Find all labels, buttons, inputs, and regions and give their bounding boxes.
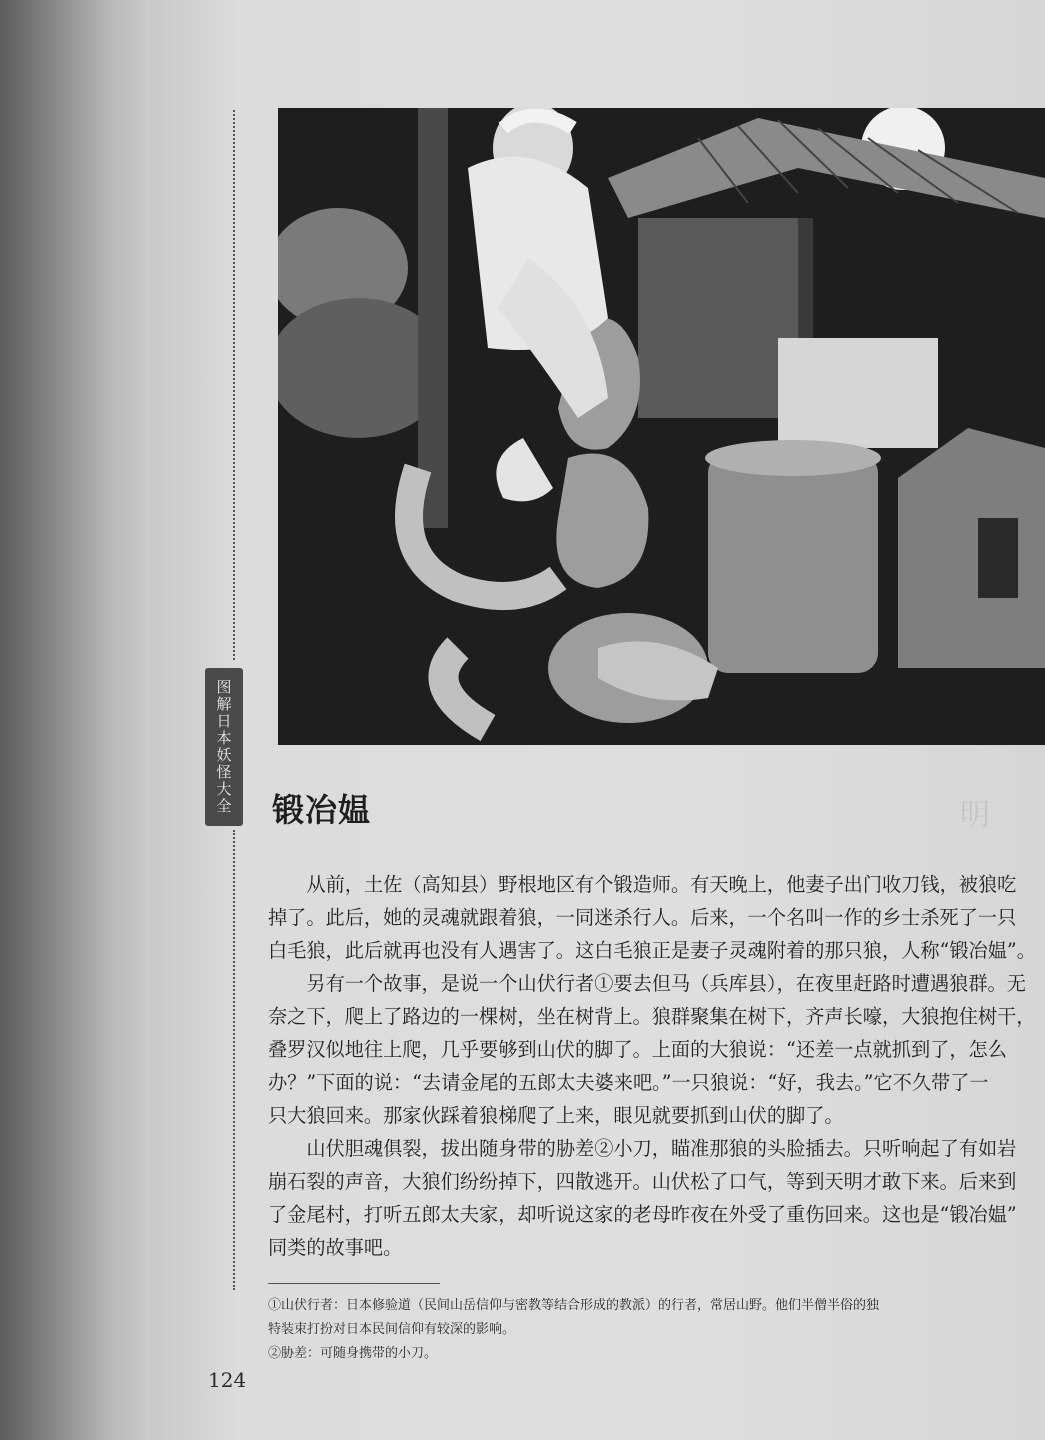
footnote-line: ②胁差：可随身携带的小刀。: [268, 1346, 438, 1361]
section-tab-label: 图解日本妖怪大全: [214, 679, 233, 815]
footnote-divider: [268, 1283, 440, 1284]
tree-stump: [708, 453, 878, 673]
illustration-art: [278, 108, 1045, 745]
dotted-margin-line-bottom: [233, 830, 235, 1290]
article-body: [268, 868, 1045, 1264]
footnotes: [268, 1294, 1045, 1366]
section-tab: [205, 668, 243, 826]
paragraph: 山伏胆魂俱裂，拔出随身带的胁差②小刀，瞄准那狼的头脸插去。只听响起了有如岩 崩石裂的声音，大狼们纷纷掉下，四散逃开。山伏松了口气，等到天明才敢下来。后来到 了金尾村，打听五郎太夫家，却听说这家的老母昨夜在外受了重伤回来。这也是“锻冶媪” 同类的故事吧。: [268, 1137, 1017, 1259]
illustration: [278, 108, 1045, 745]
footnote-line: 特装束打扮对日本民间信仰有较深的影响。: [268, 1322, 516, 1337]
footnote-line: ①山伏行者：日本修验道（民间山岳信仰与密教等结合形成的教派）的行者，常居山野。他们半僧半俗的独: [268, 1298, 880, 1313]
dotted-margin-line-top: [233, 110, 235, 660]
article-title: 锻冶媪: [272, 791, 372, 829]
page-number: 124: [208, 1368, 247, 1392]
paragraph: 另有一个故事，是说一个山伏行者①要去但马（兵库县），在夜里赶路时遭遇狼群。无 奈之下，爬上了路边的一棵树，坐在树背上。狼群聚集在树下，齐声长嚎，大狼抱住树干， 叠罗汉似地往上爬，几乎要够到山伏的脚了。上面的大狼说：“还差一点就抓到了，怎么 办？”下面的说：“去请金尾的五郎太夫婆来吧。”一只狼说：“好，我去。”它不久带了一 只大狼回来。那家伙踩着狼梯爬了上来，眼见就要抓到山伏的脚了。: [268, 972, 1036, 1127]
bleed-through-text: 明: [960, 798, 990, 833]
hut: [898, 428, 1045, 668]
paragraph: 从前，土佐（高知县）野根地区有个锻造师。有天晚上，他妻子出门收刀钱，被狼吃 掉了。此后，她的灵魂就跟着狼，一同迷杀行人。后来，一个名叫一作的乡士杀死了一只 白毛狼，此后就再也没有人遇害了。这白毛狼正是妻子灵魂附着的那只狼，人称“锻冶媪”。: [268, 873, 1036, 962]
book-edge: [0, 0, 160, 1440]
